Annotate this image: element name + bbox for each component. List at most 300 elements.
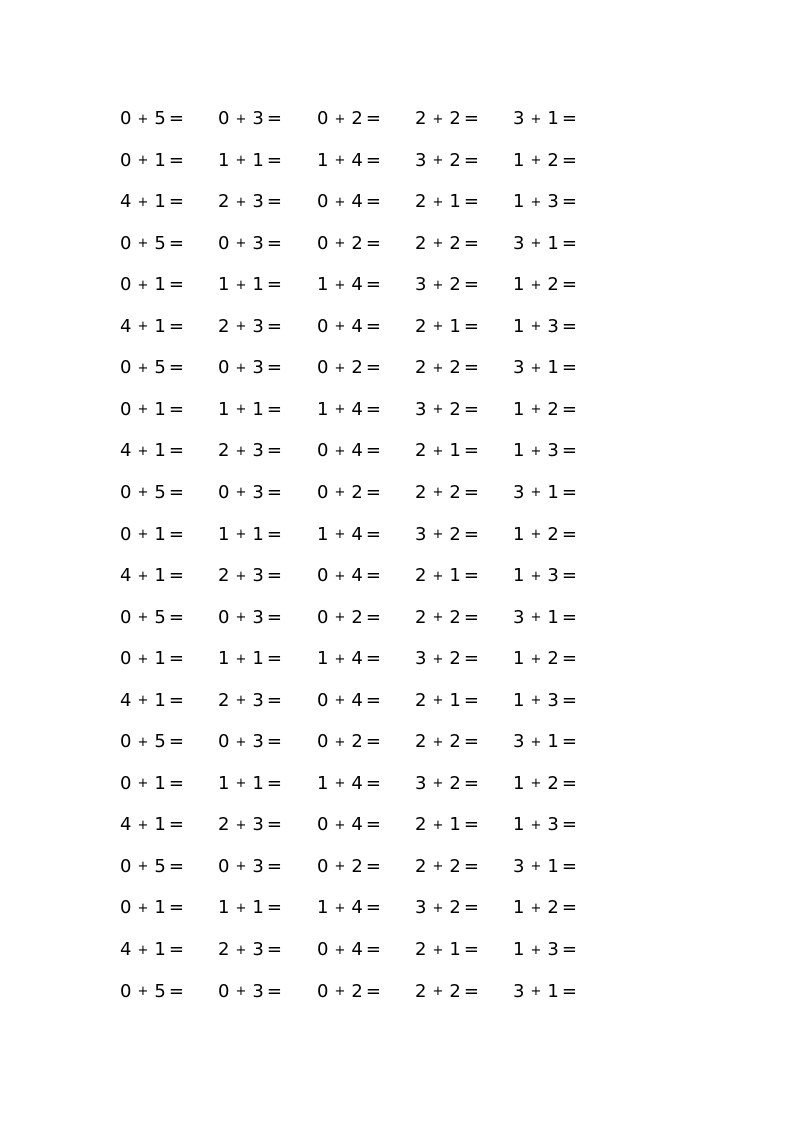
addend-2: 2: [449, 897, 461, 919]
addition-problem: [415, 223, 479, 265]
addend-1: 1: [513, 897, 525, 919]
addend-2: 1: [154, 939, 166, 960]
plus-sign: +: [137, 194, 149, 210]
addition-problem: [120, 680, 184, 722]
equals-sign: =: [266, 565, 282, 587]
equals-sign: =: [168, 274, 184, 296]
addend-2: 1: [154, 772, 166, 794]
equals-sign: =: [365, 523, 381, 545]
plus-sign: +: [334, 194, 346, 210]
equals-sign: =: [561, 232, 577, 254]
addition-problem: [317, 680, 381, 722]
problem-row: [0, 638, 794, 680]
addend-1: 1: [513, 398, 525, 420]
equals-sign: =: [266, 772, 282, 794]
equals-sign: =: [463, 274, 479, 296]
addend-2: 2: [449, 398, 461, 420]
addend-2: 1: [154, 149, 166, 171]
equals-sign: =: [365, 357, 381, 379]
addend-1: 1: [513, 565, 525, 587]
plus-sign: +: [137, 360, 149, 376]
addend-2: 1: [154, 814, 166, 836]
addend-1: 3: [513, 855, 525, 877]
addend-2: 1: [154, 897, 166, 919]
addend-1: 2: [218, 315, 230, 337]
addend-1: 0: [120, 398, 132, 420]
addition-problem: [317, 971, 381, 1013]
addend-2: 3: [252, 481, 264, 503]
equals-sign: =: [561, 191, 577, 213]
addend-2: 4: [351, 274, 363, 296]
plus-sign: +: [530, 651, 542, 667]
addition-problem: [317, 140, 381, 182]
plus-sign: +: [334, 610, 346, 626]
addend-2: 4: [351, 939, 363, 960]
addend-2: 1: [449, 689, 461, 711]
addend-2: 1: [547, 232, 559, 254]
equals-sign: =: [463, 108, 479, 129]
plus-sign: +: [137, 485, 149, 501]
problem-row: [0, 680, 794, 722]
plus-sign: +: [235, 859, 247, 875]
plus-sign: +: [334, 443, 346, 459]
addend-2: 2: [351, 731, 363, 753]
addend-2: 5: [154, 980, 166, 1002]
addend-2: 3: [547, 191, 559, 213]
addend-2: 1: [154, 191, 166, 213]
equals-sign: =: [463, 897, 479, 919]
plus-sign: +: [530, 942, 542, 958]
addition-problem: [218, 264, 282, 306]
addend-2: 1: [252, 772, 264, 794]
addend-1: 1: [513, 648, 525, 670]
addend-1: 2: [415, 855, 427, 877]
addend-1: 0: [120, 731, 132, 753]
addition-problem: [120, 514, 184, 556]
equals-sign: =: [168, 606, 184, 628]
equals-sign: =: [365, 814, 381, 836]
addend-1: 2: [218, 814, 230, 836]
addend-1: 1: [218, 648, 230, 670]
plus-sign: +: [137, 900, 149, 916]
equals-sign: =: [561, 481, 577, 503]
plus-sign: +: [235, 236, 247, 252]
plus-sign: +: [235, 194, 247, 210]
addend-2: 2: [449, 731, 461, 753]
addition-problem: [415, 638, 479, 680]
addition-problem: [317, 472, 381, 514]
plus-sign: +: [530, 236, 542, 252]
addend-1: 0: [218, 855, 230, 877]
addend-1: 3: [513, 357, 525, 379]
equals-sign: =: [365, 980, 381, 1002]
addend-2: 1: [252, 648, 264, 670]
addition-problem: [218, 638, 282, 680]
plus-sign: +: [432, 111, 444, 127]
plus-sign: +: [432, 194, 444, 210]
problem-row: [0, 597, 794, 639]
plus-sign: +: [235, 443, 247, 459]
plus-sign: +: [137, 153, 149, 169]
problem-row: [0, 472, 794, 514]
addend-2: 2: [547, 523, 559, 545]
addition-problem: [317, 430, 381, 472]
addend-2: 5: [154, 481, 166, 503]
plus-sign: +: [235, 568, 247, 584]
addend-2: 3: [252, 232, 264, 254]
equals-sign: =: [168, 814, 184, 836]
equals-sign: =: [168, 980, 184, 1002]
plus-sign: +: [334, 900, 346, 916]
addend-2: 2: [351, 357, 363, 379]
addend-1: 0: [317, 606, 329, 628]
plus-sign: +: [432, 776, 444, 792]
equals-sign: =: [266, 191, 282, 213]
addition-problem: [513, 223, 577, 265]
equals-sign: =: [365, 689, 381, 711]
addend-2: 1: [547, 980, 559, 1002]
equals-sign: =: [463, 855, 479, 877]
plus-sign: +: [432, 319, 444, 335]
addition-problem: [218, 846, 282, 888]
addend-2: 3: [547, 689, 559, 711]
equals-sign: =: [463, 523, 479, 545]
addend-1: 2: [415, 980, 427, 1002]
addend-2: 3: [252, 980, 264, 1002]
addend-2: 3: [252, 565, 264, 587]
equals-sign: =: [463, 232, 479, 254]
problem-row: [0, 98, 794, 140]
addend-1: 0: [317, 565, 329, 587]
addend-1: 1: [513, 939, 525, 960]
addend-1: 0: [317, 108, 329, 129]
addend-2: 1: [449, 315, 461, 337]
addition-problem: [218, 347, 282, 389]
plus-sign: +: [235, 360, 247, 376]
addition-problem: [513, 306, 577, 348]
addend-1: 1: [317, 274, 329, 296]
addend-1: 3: [513, 232, 525, 254]
plus-sign: +: [432, 817, 444, 833]
addend-1: 0: [120, 108, 132, 129]
equals-sign: =: [168, 398, 184, 420]
addition-problem: [218, 971, 282, 1013]
equals-sign: =: [365, 855, 381, 877]
plus-sign: +: [235, 610, 247, 626]
problem-row: [0, 846, 794, 888]
equals-sign: =: [365, 731, 381, 753]
plus-sign: +: [432, 402, 444, 418]
equals-sign: =: [365, 939, 381, 960]
addend-2: 4: [351, 772, 363, 794]
addend-1: 1: [513, 191, 525, 213]
addend-1: 0: [218, 232, 230, 254]
equals-sign: =: [266, 814, 282, 836]
equals-sign: =: [266, 398, 282, 420]
plus-sign: +: [334, 568, 346, 584]
plus-sign: +: [334, 734, 346, 750]
equals-sign: =: [168, 939, 184, 960]
plus-sign: +: [334, 859, 346, 875]
addition-problem: [317, 929, 381, 971]
plus-sign: +: [235, 651, 247, 667]
addition-problem: [317, 721, 381, 763]
plus-sign: +: [432, 859, 444, 875]
addend-1: 0: [218, 108, 230, 129]
equals-sign: =: [365, 440, 381, 462]
addend-2: 2: [449, 232, 461, 254]
plus-sign: +: [530, 610, 542, 626]
equals-sign: =: [463, 606, 479, 628]
addend-2: 4: [351, 565, 363, 587]
plus-sign: +: [137, 236, 149, 252]
addition-problem: [218, 306, 282, 348]
addend-2: 3: [547, 814, 559, 836]
problem-row: [0, 264, 794, 306]
addend-2: 3: [252, 939, 264, 960]
addend-2: 1: [547, 108, 559, 129]
plus-sign: +: [530, 402, 542, 418]
equals-sign: =: [266, 315, 282, 337]
addend-2: 2: [449, 481, 461, 503]
addition-problem: [317, 181, 381, 223]
addend-1: 3: [415, 897, 427, 919]
addend-1: 0: [317, 939, 329, 960]
plus-sign: +: [235, 527, 247, 542]
equals-sign: =: [168, 565, 184, 587]
addend-2: 2: [351, 606, 363, 628]
problem-row: [0, 971, 794, 1013]
equals-sign: =: [266, 481, 282, 503]
plus-sign: +: [530, 527, 542, 542]
addition-problem: [120, 721, 184, 763]
addend-2: 5: [154, 855, 166, 877]
plus-sign: +: [235, 319, 247, 335]
addition-problem: [218, 181, 282, 223]
equals-sign: =: [168, 149, 184, 171]
addend-2: 4: [351, 191, 363, 213]
addend-1: 1: [317, 398, 329, 420]
addend-2: 2: [351, 108, 363, 129]
addend-2: 3: [252, 315, 264, 337]
equals-sign: =: [561, 814, 577, 836]
plus-sign: +: [235, 277, 247, 293]
addend-2: 1: [252, 897, 264, 919]
plus-sign: +: [530, 817, 542, 833]
addend-2: 2: [449, 108, 461, 129]
addend-1: 3: [513, 731, 525, 753]
problem-row: [0, 804, 794, 846]
addend-2: 2: [547, 897, 559, 919]
addition-problem: [317, 514, 381, 556]
addition-problem: [317, 98, 381, 140]
equals-sign: =: [365, 108, 381, 129]
plus-sign: +: [334, 277, 346, 293]
plus-sign: +: [432, 942, 444, 958]
addition-problem: [120, 555, 184, 597]
addend-1: 2: [415, 440, 427, 462]
addition-problem: [513, 597, 577, 639]
addition-problem: [513, 763, 577, 805]
equals-sign: =: [463, 814, 479, 836]
plus-sign: +: [432, 651, 444, 667]
plus-sign: +: [137, 111, 149, 127]
plus-sign: +: [235, 402, 247, 418]
plus-sign: +: [137, 942, 149, 958]
equals-sign: =: [561, 648, 577, 670]
addend-2: 1: [154, 648, 166, 670]
addend-2: 3: [252, 440, 264, 462]
addend-2: 1: [547, 357, 559, 379]
addend-2: 3: [252, 191, 264, 213]
addend-2: 1: [449, 191, 461, 213]
addend-1: 2: [415, 481, 427, 503]
equals-sign: =: [561, 689, 577, 711]
equals-sign: =: [266, 689, 282, 711]
addend-2: 1: [154, 315, 166, 337]
addend-1: 0: [218, 731, 230, 753]
addition-problem: [513, 430, 577, 472]
addition-problem: [415, 140, 479, 182]
addend-2: 5: [154, 731, 166, 753]
addition-problem: [415, 181, 479, 223]
equals-sign: =: [266, 980, 282, 1002]
plus-sign: +: [432, 900, 444, 916]
addend-1: 2: [415, 315, 427, 337]
plus-sign: +: [235, 734, 247, 750]
addend-1: 0: [120, 274, 132, 296]
plus-sign: +: [137, 651, 149, 667]
addend-2: 4: [351, 523, 363, 545]
addition-problem: [218, 721, 282, 763]
addend-2: 1: [154, 565, 166, 587]
addition-problem: [218, 140, 282, 182]
plus-sign: +: [137, 527, 149, 542]
equals-sign: =: [168, 897, 184, 919]
equals-sign: =: [561, 565, 577, 587]
addend-1: 0: [317, 440, 329, 462]
addend-1: 2: [218, 689, 230, 711]
addend-1: 0: [218, 980, 230, 1002]
addition-problem: [120, 389, 184, 431]
addition-problem: [120, 347, 184, 389]
addend-1: 1: [317, 897, 329, 919]
problem-row: [0, 887, 794, 929]
equals-sign: =: [365, 897, 381, 919]
equals-sign: =: [266, 606, 282, 628]
addend-1: 0: [120, 648, 132, 670]
addition-problem: [120, 971, 184, 1013]
equals-sign: =: [365, 481, 381, 503]
plus-sign: +: [432, 236, 444, 252]
addition-problem: [415, 430, 479, 472]
addition-problem: [513, 181, 577, 223]
addend-1: 0: [120, 232, 132, 254]
addend-2: 1: [252, 523, 264, 545]
addend-2: 1: [449, 440, 461, 462]
addend-2: 3: [252, 606, 264, 628]
addition-problem: [317, 804, 381, 846]
addend-1: 0: [317, 814, 329, 836]
addend-2: 1: [252, 274, 264, 296]
equals-sign: =: [168, 191, 184, 213]
problem-row: [0, 347, 794, 389]
equals-sign: =: [463, 565, 479, 587]
equals-sign: =: [561, 440, 577, 462]
plus-sign: +: [235, 693, 247, 709]
addend-2: 1: [449, 939, 461, 960]
addition-problem: [218, 223, 282, 265]
addition-problem: [415, 389, 479, 431]
addition-problem: [415, 597, 479, 639]
plus-sign: +: [137, 610, 149, 626]
equals-sign: =: [168, 648, 184, 670]
addend-1: 3: [415, 274, 427, 296]
plus-sign: +: [137, 817, 149, 833]
addend-1: 3: [513, 980, 525, 1002]
addition-problem: [415, 347, 479, 389]
addend-1: 2: [415, 689, 427, 711]
addition-problem: [415, 763, 479, 805]
addition-problem: [120, 472, 184, 514]
plus-sign: +: [432, 568, 444, 584]
plus-sign: +: [530, 194, 542, 210]
addend-1: 0: [218, 481, 230, 503]
addend-1: 3: [415, 772, 427, 794]
addition-problem: [415, 472, 479, 514]
addend-2: 2: [449, 523, 461, 545]
plus-sign: +: [137, 984, 149, 1000]
addend-1: 2: [415, 108, 427, 129]
addend-1: 1: [513, 149, 525, 171]
addend-1: 3: [513, 481, 525, 503]
equals-sign: =: [168, 315, 184, 337]
addition-problem: [120, 306, 184, 348]
addition-problem: [317, 846, 381, 888]
addend-2: 4: [351, 398, 363, 420]
addition-problem: [120, 140, 184, 182]
plus-sign: +: [530, 277, 542, 293]
addend-2: 4: [351, 315, 363, 337]
addend-1: 0: [120, 523, 132, 545]
plus-sign: +: [334, 527, 346, 542]
addition-problem: [513, 804, 577, 846]
addition-problem: [513, 98, 577, 140]
equals-sign: =: [266, 523, 282, 545]
addition-problem: [218, 389, 282, 431]
addend-1: 0: [120, 855, 132, 877]
addition-problem: [513, 264, 577, 306]
equals-sign: =: [561, 897, 577, 919]
addend-2: 3: [547, 939, 559, 960]
addend-1: 2: [415, 814, 427, 836]
addend-2: 2: [449, 357, 461, 379]
addend-2: 5: [154, 232, 166, 254]
equals-sign: =: [168, 689, 184, 711]
addition-problem: [513, 887, 577, 929]
addend-1: 4: [120, 315, 132, 337]
plus-sign: +: [530, 776, 542, 792]
addend-1: 2: [218, 939, 230, 960]
plus-sign: +: [432, 443, 444, 459]
addend-2: 4: [351, 814, 363, 836]
addition-problem: [415, 98, 479, 140]
addend-1: 4: [120, 565, 132, 587]
addition-problem: [120, 638, 184, 680]
addition-problem: [513, 472, 577, 514]
addend-2: 4: [351, 897, 363, 919]
addition-problem: [415, 721, 479, 763]
